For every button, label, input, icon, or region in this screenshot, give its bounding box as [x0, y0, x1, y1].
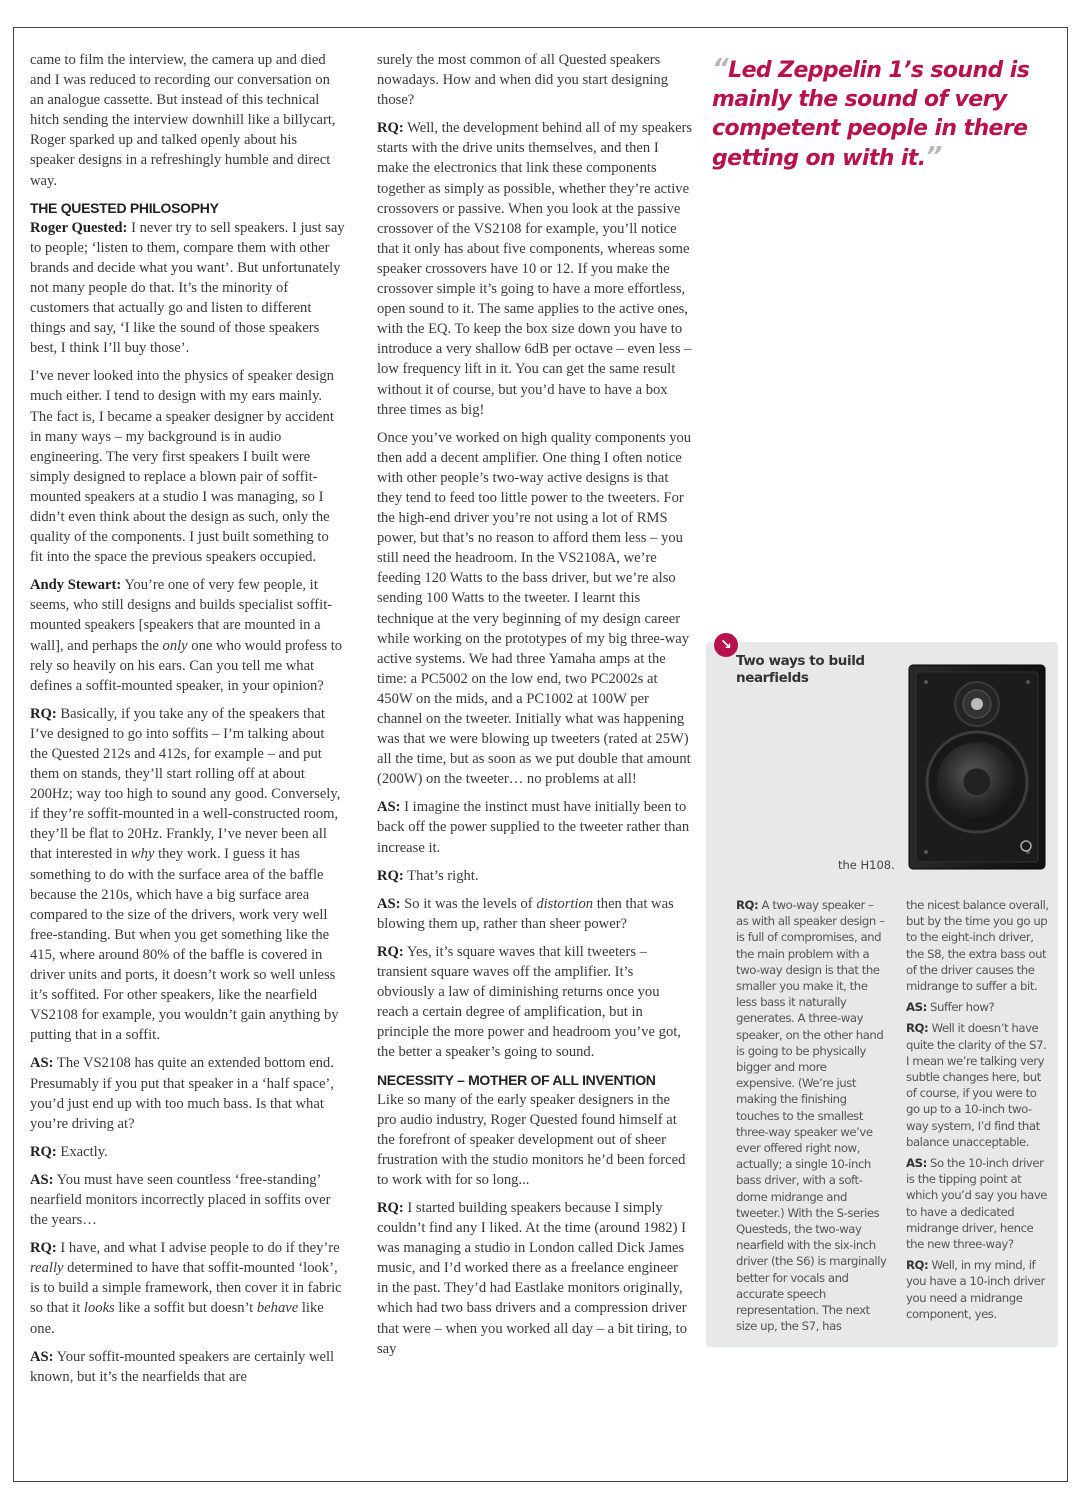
paragraph: [377, 942, 693, 1063]
text-run: You must have seen countless ‘free-standing’ nearfield monitors incorrectly placed in soffits over the years…: [30, 1171, 331, 1229]
text-run: came to film the interview, the camera up and died and I was reduced to recording our conversation on an analogue cassette. But instead of this technical hitch sending the interview downhill like a billycart, Roger sparked up and talked openly about his speaker designs in a refreshingly humble and direct way.: [30, 52, 336, 189]
paragraph: [377, 866, 693, 886]
text-run: why: [130, 846, 155, 863]
paragraph: [30, 1053, 345, 1133]
text-run: So the 10-inch driver is the tipping point at which you’d say you have to have a dedicated midrange driver, hence the new three-way?: [906, 1156, 1048, 1252]
speaker-photo: [908, 664, 1046, 870]
text-run: Yes, it’s square waves that kill tweeters – transient square waves off the amplifier. It’s obviously a law of diminishing returns once you reach a certain degree of amplification, but in principle the more power and headroom you’ve got, the better a speaker’s going to sound.: [377, 943, 681, 1061]
text-run: Well, the development behind all of my speakers starts with the drive units themselves, and then I make the electronics that link these components together as simply as possible, whether they’re active crossovers or passive. When you look at the passive crossover of the VS2108 for example, you’ll notice that it only has about five components, whereas some speaker crossovers have 10 or 12. If you make the crossover simple it’s going to have a more effortless, open sound to it. The same applies to the active ones, with the EQ. To keep the box size down you have to introduce a very shallow 6dB per octave – even less – low frequency lift in it. You can get the same result without it of course, but you’d have to have a box three times as big!: [377, 120, 693, 418]
text-run: I never try to sell speakers. I just say to people; ‘listen to them, compare them with other brands and decide what you want’. But unfortunately not many people do that. It’s the minority of customers that actually go and listen to different things and say, ‘I like the sound of those speakers best, I think I’ll buy those’.: [30, 219, 345, 357]
image-caption: the H108.: [838, 858, 895, 872]
pull-quote-text: Led Zeppelin 1’s sound is mainly the sound of very competent people in there getting on with it.: [712, 58, 1030, 171]
paragraph: [377, 1090, 693, 1190]
paragraph: [30, 50, 345, 191]
sidebar-paragraph: [906, 999, 1051, 1015]
paragraph: [30, 1170, 345, 1230]
sidebar-column-2: [906, 897, 1051, 1327]
section-heading: NECESSITY – MOTHER OF ALL INVENTION: [377, 1071, 656, 1088]
text-run: I started building speakers because I simply couldn’t find any I liked. At the time (around 1982) I was managing a studio in London called Dick James music, and I’d worked there as a freelance engineer in the past. They’d had Eastlake monitors originally, which had two bass drivers and a compression driver that were – when you worked all day – a bit tiring, to say: [377, 1199, 688, 1357]
text-run: behave: [256, 1300, 299, 1317]
pull-quote: [712, 55, 1042, 173]
speaker-label: AS:: [906, 1000, 927, 1015]
sidebar-paragraph: [906, 897, 1051, 994]
speaker-label: RQ:: [377, 1199, 404, 1216]
text-run: I’ve never looked into the physics of speaker design much either. I tend to design with my ears mainly. The fact is, I became a speaker designer by accident in many ways – my background is in audio engineering. The very first speakers I built were simply designed to replace a blown pair of soffit-mounted speakers at a studio I was managing, so I didn’t even think about the design as such, only the quality of the components. I just built something to fit into the space the previous speakers occupied.: [30, 368, 334, 566]
text-run: like one.: [30, 1300, 324, 1337]
arrow-down-right-icon: ↘: [714, 633, 738, 657]
paragraph: [30, 366, 345, 567]
text-run: really: [30, 1260, 64, 1277]
paragraph: [30, 1238, 345, 1338]
close-quote-mark: ”: [925, 142, 942, 172]
text-run: the nicest balance overall, but by the time you go up to the eight-inch driver, the S8, the extra bass out of the driver causes the midrange to suffer a bit.: [906, 898, 1049, 994]
text-run: So it was the levels of: [400, 895, 537, 912]
text-run: Well, in my mind, if you have a 10-inch driver you need a midrange component, yes.: [906, 1258, 1045, 1321]
article-column-2: [377, 50, 693, 1367]
text-run: I imagine the instinct must have initially been to back off the power supplied to the tweeter rather than increase it.: [377, 799, 690, 856]
speaker-label: AS:: [906, 1156, 927, 1171]
text-run: Like so many of the early speaker designers in the pro audio industry, Roger Quested found himself at the forefront of speaker development out of sheer frustration with the studio monitors he’d been forced to work with for so long...: [377, 1091, 686, 1188]
text-run: The VS2108 has quite an extended bottom end. Presumably if you put that speaker in a ‘half space’, you’d just end up with too much bass. Is that what you’re driving at?: [30, 1055, 334, 1132]
paragraph: [30, 704, 345, 1046]
section-heading: THE QUESTED PHILOSOPHY: [30, 199, 219, 216]
speaker-label: RQ:: [377, 120, 404, 137]
text-run: only: [162, 637, 188, 654]
open-quote-mark: “: [712, 54, 729, 84]
paragraph: [30, 1142, 345, 1162]
text-run: Once you’ve worked on high quality components you then add a decent amplifier. One thing I often notice with other people’s two-way active designs is that they tend to feed too little power to the tweeters. For the high-end driver you’re not using a lot of RMS power, but that’s no reason to afford them less – you still need the headroom. In the VS2108A, we’re feeding 120 Watts to the bass driver, but we’re also sending 100 Watts to the tweeter. I learnt this technique at the very beginning of my design career while working on the prototypes of my big three-way active systems. We had three Yamaha amps at the time: a PC5002 on the low end, two PC2002s at 450W on the mids, and a PC1002 at 100W per channel on the tweeter. Initially what was happening was that we were blowing up tweeters (rated at 25W) all the time, but as soon as we put double that amount (200W) on the tweeter… no problems at all!: [377, 429, 692, 788]
text-run: I have, and what I advise people to do if they’re: [56, 1240, 340, 1257]
text-run: distortion: [536, 895, 594, 912]
speaker-label: Andy Stewart:: [30, 577, 122, 594]
text-run: like a soffit but doesn’t: [114, 1300, 257, 1317]
sidebar-paragraph: [906, 1257, 1051, 1322]
speaker-label: RQ:: [906, 1258, 929, 1273]
text-run: Exactly.: [56, 1143, 108, 1160]
speaker-label: RQ:: [30, 705, 57, 722]
paragraph: [377, 1198, 693, 1359]
paragraph: [377, 118, 693, 419]
sidebar-paragraph: [736, 897, 888, 1334]
paragraph: [377, 894, 693, 934]
text-run: Suffer how?: [926, 1000, 995, 1015]
text-run: A two-way speaker – as with all speaker design – is full of compromises, and the main problem with a two-way design is that the smaller you make it, the less bass it naturally generates. A three-way speaker, on the other hand is going to be physically bigger and more expensive. (We’re just making the finishing touches to the smallest three-way speaker we’ve ever offered right now, actually; a single 10-inch bass driver, with a soft-dome midrange and tweeter.) With the S-series Questeds, the two-way nearfield with the six-inch driver (the S6) is marginally better for vocals and accurate speech representation. The next size up, the S7, has: [736, 898, 887, 1334]
paragraph: [377, 50, 693, 110]
speaker-label: RQ:: [377, 867, 404, 884]
speaker-label: AS:: [30, 1171, 54, 1188]
text-run: determined to have that soffit-mounted ‘look’, is to build a simple framework, then cover it in fabric so that it: [30, 1260, 342, 1317]
text-run: looks: [83, 1300, 115, 1317]
speaker-label: AS:: [377, 799, 401, 816]
paragraph: [377, 428, 693, 790]
sidebar-paragraph: [906, 1155, 1051, 1252]
text-run: You’re one of very few people, it seems, who still designs and builds specialist soffit-mounted speakers [speakers that are mounted in a wall], and perhaps the: [30, 577, 333, 654]
text-run: That’s right.: [403, 867, 479, 884]
speaker-label: AS:: [30, 1055, 54, 1072]
speaker-label: Roger Quested:: [30, 219, 128, 236]
text-run: Well it doesn’t have quite the clarity of the S7. I mean we’re talking very subtle changes here, but of course, if you were to go up to a 10-inch two-way system, I’d find that balance unacceptable.: [906, 1021, 1047, 1149]
text-run: then that was blowing them up, rather than sheer power?: [377, 895, 674, 932]
speaker-label: RQ:: [30, 1143, 57, 1160]
text-run: they work. I guess it has something to do with the surface area of the baffle because the 210s, which have a big surface area compared to the size of the drivers, work very well free-standing. But when you get something like the 415, where around 80% of the baffle is covered in driver units and ports, it doesn’t work so well unless it’s soffited. For other speakers, like the nearfield VS2108 for example, you wouldn’t gain anything by putting that in a soffit.: [30, 846, 339, 1044]
paragraph: [30, 1347, 345, 1387]
speaker-label: RQ:: [30, 1240, 57, 1257]
sidebar-column-1: [736, 897, 888, 1339]
speaker-label: AS:: [377, 895, 401, 912]
paragraph: [377, 797, 693, 857]
paragraph: [30, 575, 345, 696]
paragraph: [30, 218, 345, 359]
article-column-1: [30, 50, 345, 1395]
text-run: Your soffit-mounted speakers are certainly well known, but it’s the nearfields that are: [30, 1348, 335, 1385]
sidebar-paragraph: [906, 1020, 1051, 1150]
text-run: Basically, if you take any of the speakers that I’ve designed to go into soffits – I’m talking about the Quested 212s and 412s, for example – and put them on stands, they’ll start rolling off at about 200Hz; way too high to sound any good. Conversely, if they’re soffit-mounted in a well-constructed room, they’ll be flat to 20Hz. Frankly, I’ve never been all that interested in: [30, 705, 341, 863]
speaker-label: RQ:: [377, 943, 404, 960]
text-run: surely the most common of all Quested speakers nowadays. How and when did you start designing those?: [377, 52, 669, 109]
text-run: one who would profess to rely so heavily on his ears. Can you tell me what defines a soffit-mounted speaker, in your opinion?: [30, 637, 343, 694]
sidebar-title: Two ways to build nearfields: [736, 653, 865, 686]
speaker-label: RQ:: [736, 898, 759, 912]
speaker-label: AS:: [30, 1348, 54, 1365]
speaker-label: RQ:: [906, 1021, 929, 1036]
